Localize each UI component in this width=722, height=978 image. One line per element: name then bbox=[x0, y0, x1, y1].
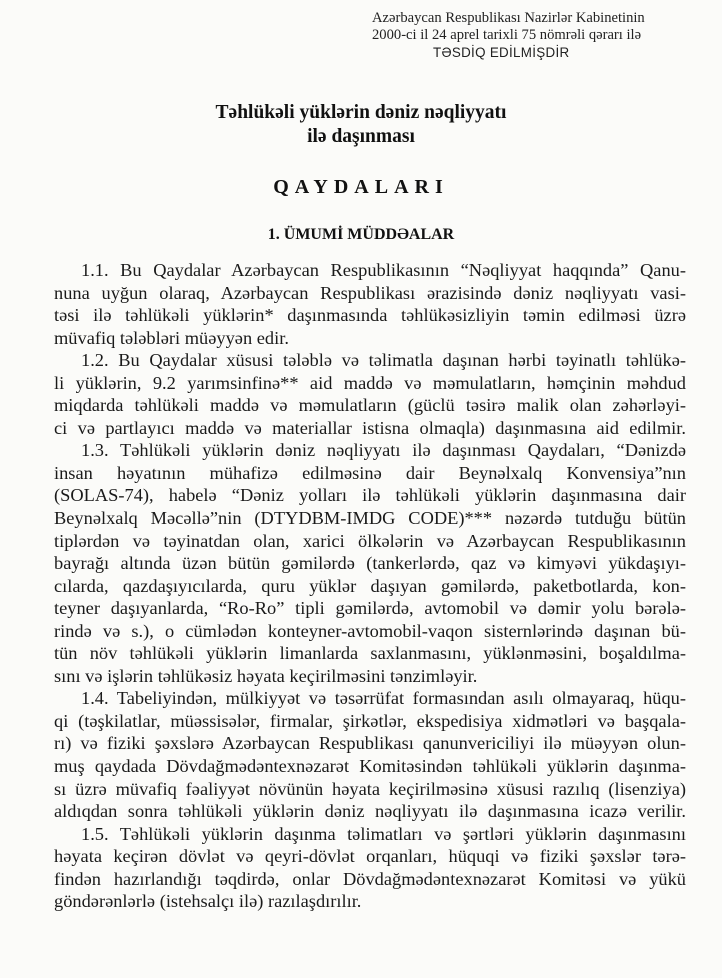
paragraph-1-3 bbox=[54, 439, 686, 687]
text-line: 1.5. Təhlükəli yüklərin daşınma təlimatları və şərtləri yüklərin daşınmasını bbox=[81, 823, 686, 844]
document-title bbox=[0, 101, 722, 149]
approval-note bbox=[372, 10, 645, 61]
section-heading: 1. ÜMUMİ MÜDDƏALAR bbox=[267, 226, 455, 243]
document-body bbox=[54, 259, 686, 913]
paragraph-1-1 bbox=[54, 259, 686, 349]
text-line: li yüklərin, 9.2 yarımsinfinə** aid maddə və məmulatların, həmçinin məhdud bbox=[54, 372, 686, 393]
approval-line: 2000-ci il 24 aprel tarixli 75 nömrəli qərarı ilə bbox=[372, 27, 642, 43]
text-line: tün növ təhlükəli yüklərin limanlarda saxlanmasını, yüklənməsini, boşaldılma- bbox=[54, 643, 686, 664]
paragraph-1-5 bbox=[54, 823, 686, 913]
text-line: müvafiq tələbləri müəyyən edir. bbox=[54, 327, 289, 348]
text-line: ci və partlayıcı maddə və materiallar istisna olmaqla) daşınmasına aid edilmir. bbox=[54, 417, 686, 438]
approval-stamp: TƏSDİQ EDİLMİŞDİR bbox=[433, 45, 570, 60]
text-line: findən hazırlandığı təqdirdə, onlar Dövdağmədəntexnəzarət Komitəsi və yükü bbox=[54, 868, 686, 889]
title-line: Təhlükəli yüklərin dəniz nəqliyyatı bbox=[215, 102, 507, 123]
text-line: 1.1. Bu Qaydalar Azərbaycan Respublikasının “Nəqliyyat haqqında” Qanu- bbox=[81, 260, 686, 280]
text-line: qi (təşkilatlar, müəssisələr, firmalar, şirkətlər, ekspedisiya xidmətləri və başqala- bbox=[54, 710, 686, 731]
text-line: cılarda, qazdaşıyıcılarda, quru yüklər daşıyan gəmilərdə, paketbotlarda, kon- bbox=[54, 575, 686, 596]
text-line: 1.4. Tabeliyindən, mülkiyyət və təsərrüfat formasından asılı olmayaraq, hüqu- bbox=[81, 688, 686, 709]
text-line: 1.2. Bu Qaydalar xüsusi tələblə və təlimatla daşınan hərbi təyinatlı təhlükə- bbox=[81, 350, 686, 371]
text-line: miqdarda təhlükəli maddə və məmulatların (güclü təsirə malik olan zəhərləyi- bbox=[54, 395, 686, 416]
text-line: bayrağı altında üzən bütün gəmilərdə (tankerlərdə, qaz və kimyəvi yükdaşıyı- bbox=[54, 553, 686, 574]
text-line: (SOLAS-74), habelə “Dəniz yolları ilə təhlükəli yüklərin daşınmasına dair bbox=[54, 485, 686, 506]
text-line: sını və işlərin təhlükəsiz həyata keçirilməsini tənzimləyir. bbox=[54, 665, 478, 686]
text-line: sı üzrə müvafiq fəaliyyət növünün həyata keçirilməsinə xüsusi razılıq (lisenziya) bbox=[54, 778, 686, 799]
text-line: göndərənlərlə (istehsalçı ilə) razılaşdırılır. bbox=[54, 891, 362, 912]
text-line: nuna uyğun olaraq, Azərbaycan Respublikası ərazisində dəniz nəqliyyatı vasi- bbox=[54, 282, 686, 303]
title-line: ilə daşınması bbox=[307, 126, 415, 147]
document-heading: QAYDALARI bbox=[273, 176, 449, 198]
text-line: aldıqdan sonra təhlükəli yüklərin dəniz nəqliyyatı ilə daşınmasına icazə verilir. bbox=[54, 801, 686, 822]
text-line: rində və s.), o cümlədən konteyner-avtomobil-vaqon sisternlərində daşınan bü- bbox=[54, 620, 686, 641]
text-line: muş qaydada Dövdağmədəntexnəzarət Komitəsindən təhlükəli yüklərin daşınma- bbox=[54, 756, 686, 777]
text-line: təsi ilə təhlükəli yüklərin* daşınmasında təhlükəsizliyin təmin edilməsi üzrə bbox=[54, 305, 686, 326]
text-line: tiplərdən və təyinatdan olan, xarici ölkələrin və Azərbaycan Respublikasının bbox=[54, 530, 686, 551]
paragraph-1-2 bbox=[54, 349, 686, 439]
text-line: rı) və fiziki şəxslərə Azərbaycan Respublikası qanunvericiliyi ilə müəyyən olun- bbox=[54, 733, 686, 754]
text-line: insan həyatının mühafizə edilməsinə dair Beynəlxalq Konvensiya”nın bbox=[54, 462, 686, 483]
text-line: teyner daşıyanlarda, “Ro-Ro” tipli gəmilərdə, avtomobil və dəmir yolu bərələ- bbox=[54, 598, 686, 619]
approval-line: Azərbaycan Respublikası Nazirlər Kabinetinin bbox=[372, 10, 645, 26]
text-line: 1.3. Təhlükəli yüklərin dəniz nəqliyyatı ilə daşınması Qaydaları, “Dənizdə bbox=[81, 440, 686, 461]
text-line: həyata keçirən dövlət və qeyri-dövlət orqanları, hüquqi və fiziki şəxslər tərə- bbox=[54, 846, 686, 867]
text-line: Beynəlxalq Məcəllə”nin (DTYDBM-IMDG CODE)*** nəzərdə tutduğu bütün bbox=[54, 508, 686, 529]
paragraph-1-4 bbox=[54, 687, 686, 822]
